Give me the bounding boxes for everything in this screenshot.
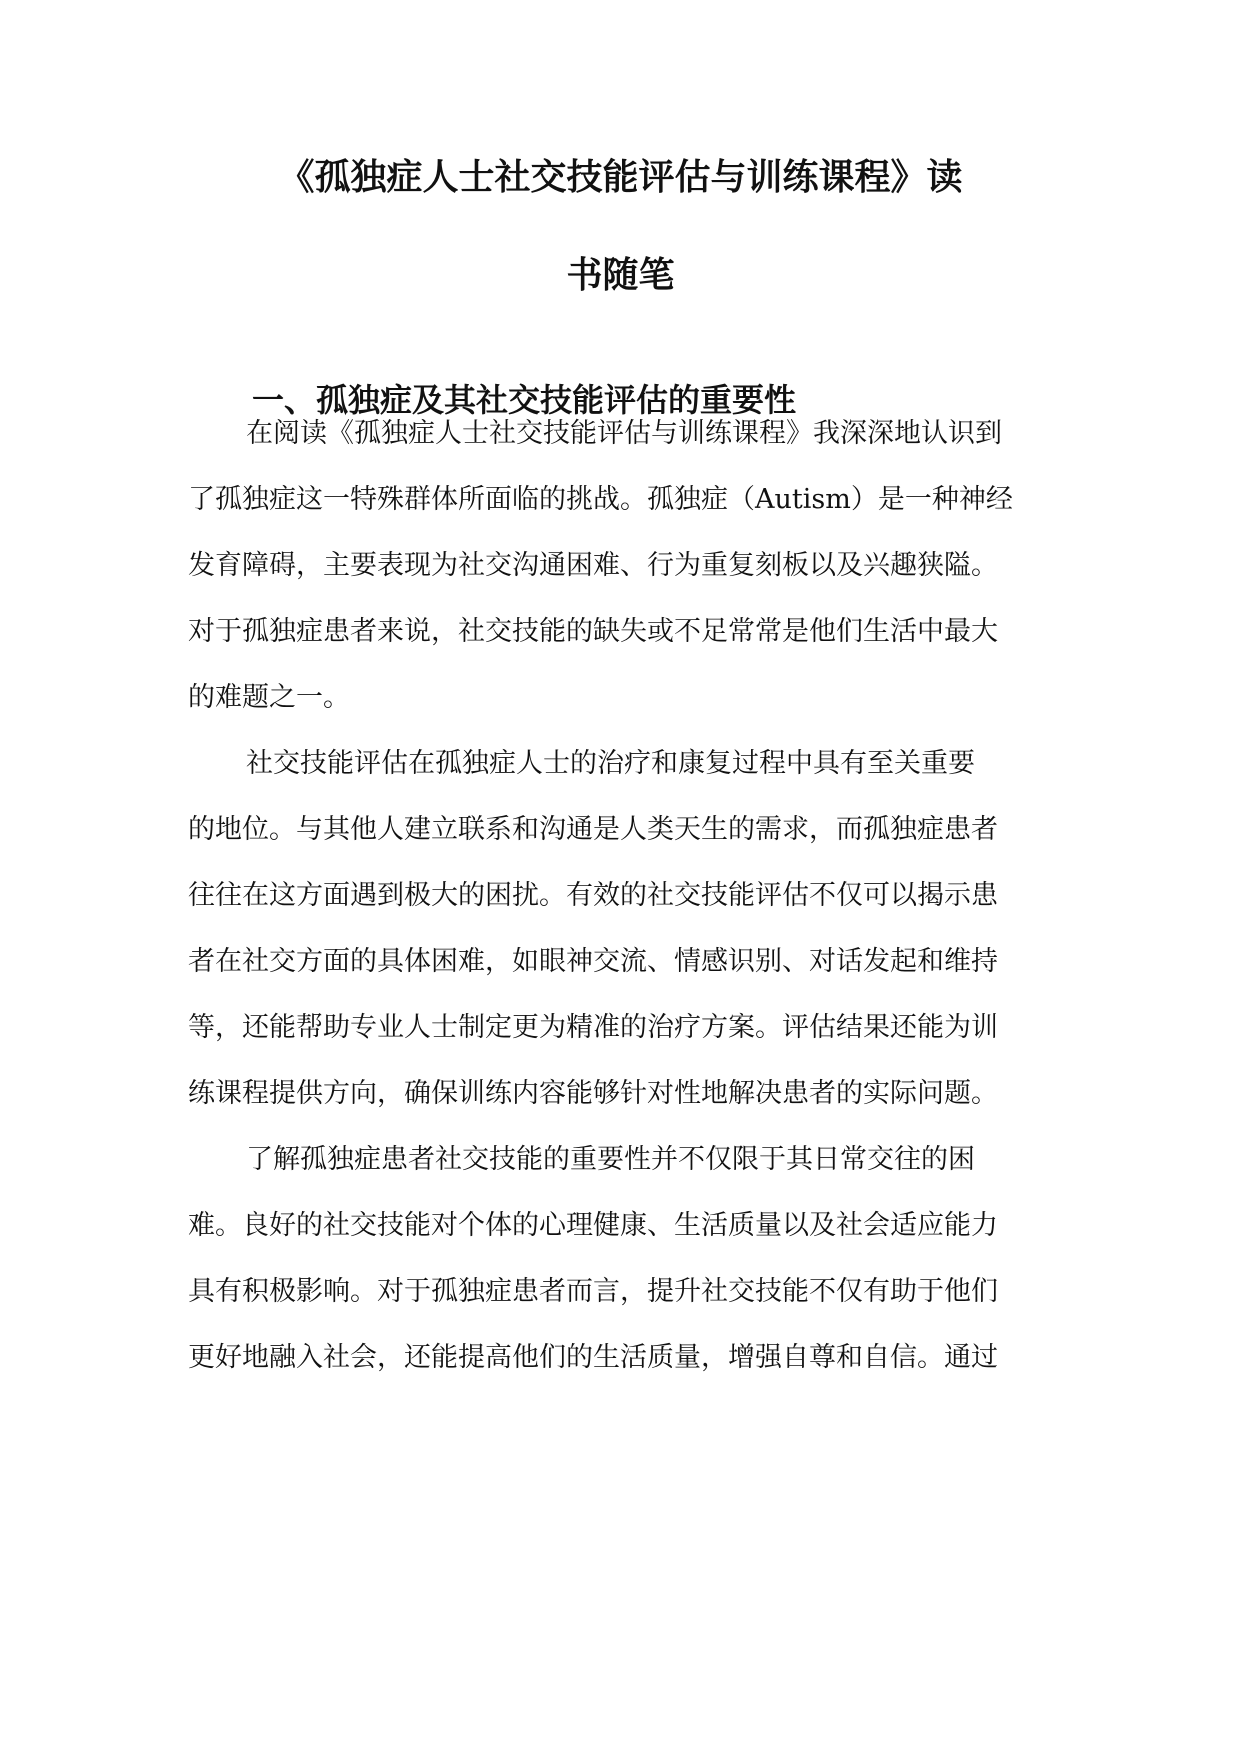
- body-text-line: 社交技能评估在孤独症人士的治疗和康复过程中具有至关重要: [246, 748, 975, 779]
- body-text-line: 的地位。与其他人建立联系和沟通是人类天生的需求，而孤独症患者: [188, 814, 998, 845]
- body-text-line: 难。良好的社交技能对个体的心理健康、生活质量以及社会适应能力: [188, 1210, 998, 1241]
- body-text-line: 了解孤独症患者社交技能的重要性并不仅限于其日常交往的困: [246, 1144, 975, 1175]
- body-text-line: 在阅读《孤独症人士社交技能评估与训练课程》我深深地认识到: [246, 418, 1002, 449]
- body-text-line: 者在社交方面的具体困难，如眼神交流、情感识别、对话发起和维持: [188, 946, 998, 977]
- section-heading: 一、孤独症及其社交技能评估的重要性: [252, 381, 797, 419]
- body-text-line: 的难题之一。: [188, 682, 350, 713]
- body-text-line: 练课程提供方向，确保训练内容能够针对性地解决患者的实际问题。: [188, 1078, 998, 1109]
- body-text-line: 对于孤独症患者来说，社交技能的缺失或不足常常是他们生活中最大: [188, 616, 998, 647]
- document-title-line-2: 书随笔: [566, 255, 675, 296]
- document-title-line-1: 《孤独症人士社交技能评估与训练课程》读: [278, 157, 963, 198]
- body-text-line: 往往在这方面遇到极大的困扰。有效的社交技能评估不仅可以揭示患: [188, 880, 998, 911]
- body-text-line: 发育障碍，主要表现为社交沟通困难、行为重复刻板以及兴趣狭隘。: [188, 550, 998, 581]
- body-text-line: 等，还能帮助专业人士制定更为精准的治疗方案。评估结果还能为训: [188, 1012, 998, 1043]
- body-text-line: 更好地融入社会，还能提高他们的生活质量，增强自尊和自信。通过: [188, 1342, 998, 1373]
- body-text-line: 了孤独症这一特殊群体所面临的挑战。孤独症（Autism）是一种神经: [188, 484, 1013, 515]
- body-text-line: 具有积极影响。对于孤独症患者而言，提升社交技能不仅有助于他们: [188, 1276, 998, 1307]
